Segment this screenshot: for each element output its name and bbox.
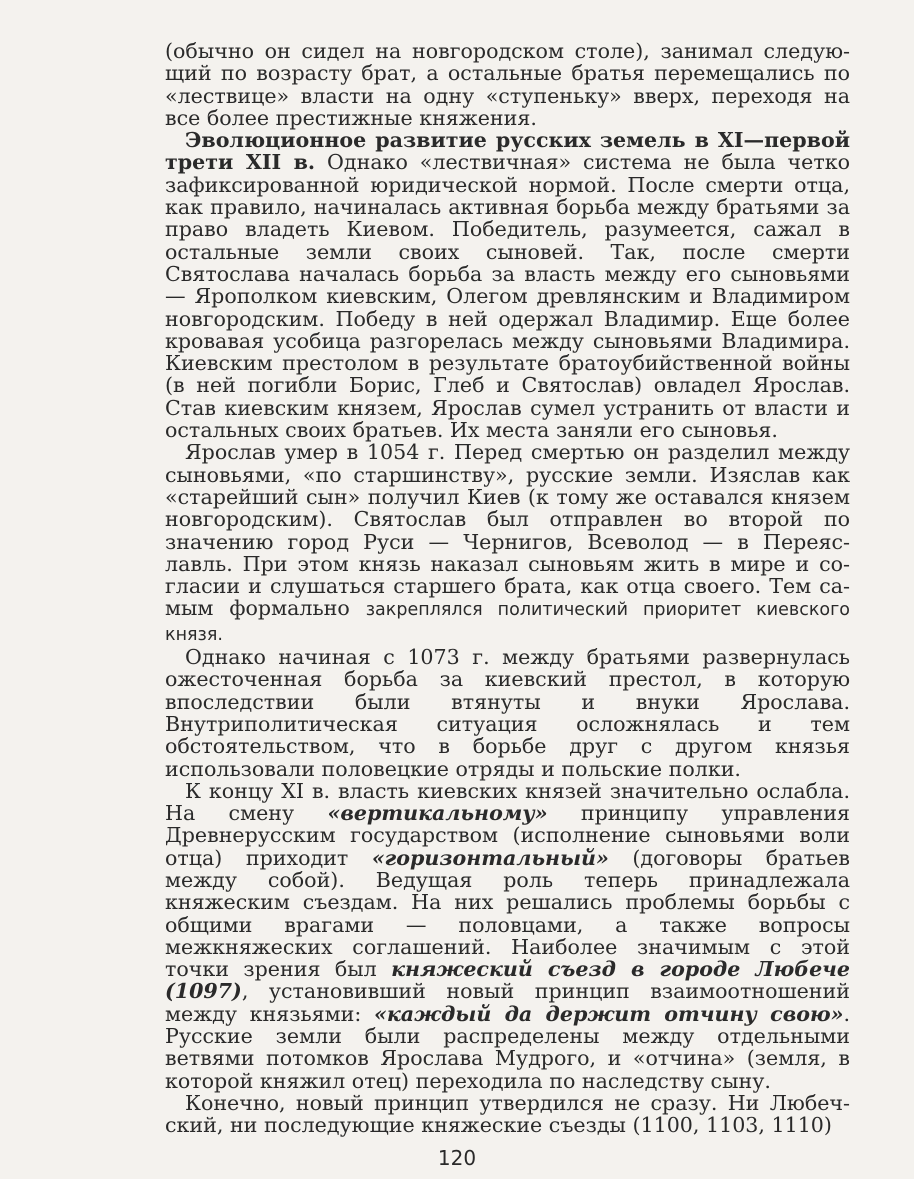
term-vertical: «вертикальному» (327, 801, 548, 826)
paragraph-5 (165, 780, 850, 1092)
paragraph-4 (165, 646, 850, 780)
p5-text-d: , установивший новый принцип взаимоотношений между князьями: (165, 979, 850, 1026)
p5-text-c: (договоры братьев между собой). Ведущая роль теперь принадлежала княжеским съездам. На них решались проблемы борьбы с общими врагами — половцами, а также вопросы межкняжеских соглашений. Наиболее значимым с этой точки зрения был (165, 845, 850, 982)
page-number: 120 (437, 1146, 477, 1170)
p4-text: Однако начиная с 1073 г. между братьями развернулась ожесточенная борьба за киевский престол, в которую впоследствии были втянуты и внуки Ярослава. Внутриполитическая ситуация осложнялась и тем обстоятельством, что в борьбе друг с другом князья использовали половецкие отряды и польские полки. (165, 645, 850, 781)
p6-text: Конечно, новый принцип утвердился не сразу. Ни Любечский, ни последующие княжеские съезды (1100, 1103, 1110) (165, 1090, 850, 1138)
body-text (165, 40, 850, 1137)
paragraph-3 (165, 441, 850, 646)
p5-text-a: К концу XI в. власть киевских князей значительно ослабла. На смену (165, 778, 850, 826)
p5-text-b: принципу управления Древнерусским государством (исполнение сыновьями воли отца) приходит (165, 801, 850, 870)
paragraph-1 (165, 40, 850, 129)
p1-text: (обычно он сидел на новгородском столе), занимал следующий по возрасту брат, а остальные братья перемещались по «лествице» власти на одну «ступеньку» вверх, переходя на все более престижные княжения. (165, 39, 850, 130)
p3-sans-text: закреплялся политический приоритет киевского князя. (165, 600, 851, 645)
p2-text: Однако «лествичная» система не была четко зафиксированной юридической нормой. После смерти отца, как правило, начиналась активная борьба между братьями за право владеть Киевом. Победитель, разумеется, сажал в остальные земли своих сыновей. Так, после смерти Святослава началась борьба за власть между его сыновьями — Ярополком киевским, Олегом древлянским и Владимиром новгородским. Победу в ней одержал Владимир. Еще более кровавая усобица разгорелась между сыновьями Владимира. Киевским престолом в результате братоубийственной войны (в ней погибли Борис, Глеб и Святослав) овладел Ярослав. Став киевским князем, Ярослав сумел устранить от власти и остальных своих братьев. Их места заняли его сыновья. (165, 150, 850, 443)
section-heading: Эволюционное развитие русских земель в XI—первой трети XII в. (165, 128, 850, 175)
paragraph-2 (165, 129, 850, 441)
paragraph-6 (165, 1092, 850, 1137)
p3-text: Ярослав умер в 1054 г. Перед смертью он разделил между сыновьями, «по старшинству», русские земли. Изяслав как «старейший сын» получил Киев (к тому же оставался князем новгородским). Святослав был отправлен во второй по значению город Руси — Чернигов, Всеволод — в Переяславль. При этом князь наказал сыновьям жить в мире и согласии и слушаться старшего брата, как отца своего. Тем самым формально (165, 440, 850, 621)
p5-text-e: . Русские земли были распределены между отдельными ветвями потомков Ярослава Мудрого, и «отчина» (земля, в которой княжил отец) переходила по наследству сыну. (165, 1001, 850, 1093)
term-principle-quote: «каждый да держит отчину свою» (374, 1001, 844, 1026)
term-horizontal: «горизонтальный» (371, 845, 609, 870)
term-lyubech-congress: княжеский съезд в городе Любече (1097) (165, 957, 851, 1004)
